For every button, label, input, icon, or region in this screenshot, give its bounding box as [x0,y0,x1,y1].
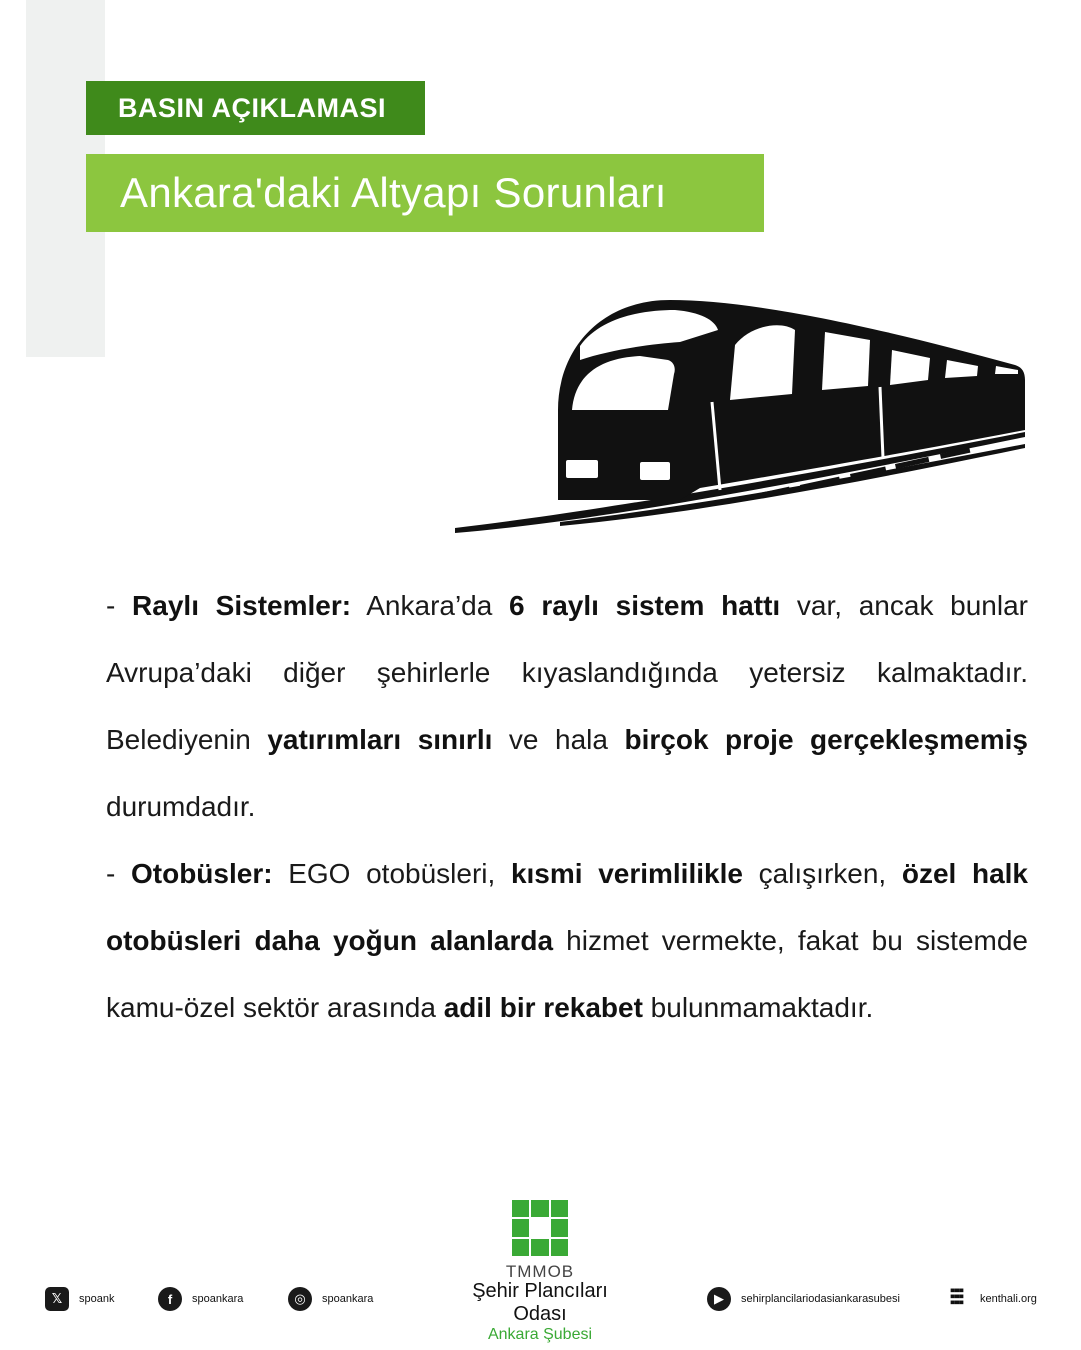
logo-mark-icon [512,1200,568,1256]
bus-bold-1: kısmi verimlilikle [510,858,743,889]
rail-text-4: durumdadır. [106,791,256,822]
bus-text-2: çalışırken, [742,858,902,889]
social-web-link: kenthali.org [980,1293,1037,1305]
rail-bold-2: yatırımları sınırlı [267,724,493,755]
logo-name: Şehir Plancıları Odası [472,1280,608,1325]
social-instagram-handle: spoankara [322,1293,374,1305]
social-youtube-handle: sehirplancilariodasiankarasubesi [741,1293,900,1305]
page-title: Ankara'daki Altyapı Sorunları [86,154,764,232]
rail-systems-paragraph [106,572,1028,840]
social-web[interactable] [944,1287,1037,1311]
kenthali-logo-icon: ▀▀▀ ▀▀▀ ▀▀▀ [944,1287,970,1311]
social-x[interactable] [45,1287,114,1311]
bullet-dash: - [106,858,131,889]
bus-heading: Otobüsler: [130,858,273,889]
rail-text-2: var, ancak bunlar Avrupa’daki diğer şehirlerle kıyaslandığında yetersiz kalmaktadır. Belediyenin [106,590,1028,755]
bus-bold-2: özel halk otobüsleri daha yoğun alanlarda [106,858,1028,956]
logo-branch: Ankara Şubesi [487,1326,593,1343]
bus-text-1: EGO otobüsleri, [272,858,511,889]
logo-org: TMMOB [505,1262,575,1281]
buses-paragraph [106,840,1028,1041]
social-instagram[interactable] [288,1287,373,1311]
rail-bold-1: 6 raylı sistem hattı [509,590,781,621]
rail-bold-3: birçok proje gerçekleşmemiş [624,724,1028,755]
press-release-label: BASIN AÇIKLAMASI [86,81,425,135]
rail-text-1: Ankara’da [351,590,510,621]
youtube-icon: ▶ [707,1287,731,1311]
social-facebook[interactable] [158,1287,243,1311]
tmmob-logo [445,1200,635,1344]
bus-text-3: hizmet vermekte, fakat bu sistemde kamu-özel sektör arasında [106,925,1028,1023]
train-icon [450,290,1030,540]
social-x-handle: spoank [79,1293,115,1305]
instagram-icon: ◎ [288,1287,312,1311]
rail-heading: Raylı Sistemler: [132,590,352,621]
bus-text-4: bulunmamaktadır. [642,992,874,1023]
bullet-dash: - [106,590,133,621]
facebook-icon: f [158,1287,182,1311]
social-facebook-handle: spoankara [192,1293,244,1305]
body-text [106,572,1028,1041]
social-youtube[interactable] [707,1287,900,1311]
rail-text-3: ve hala [492,724,625,755]
bus-bold-3: adil bir rekabet [443,992,643,1023]
x-icon: 𝕏 [45,1287,69,1311]
